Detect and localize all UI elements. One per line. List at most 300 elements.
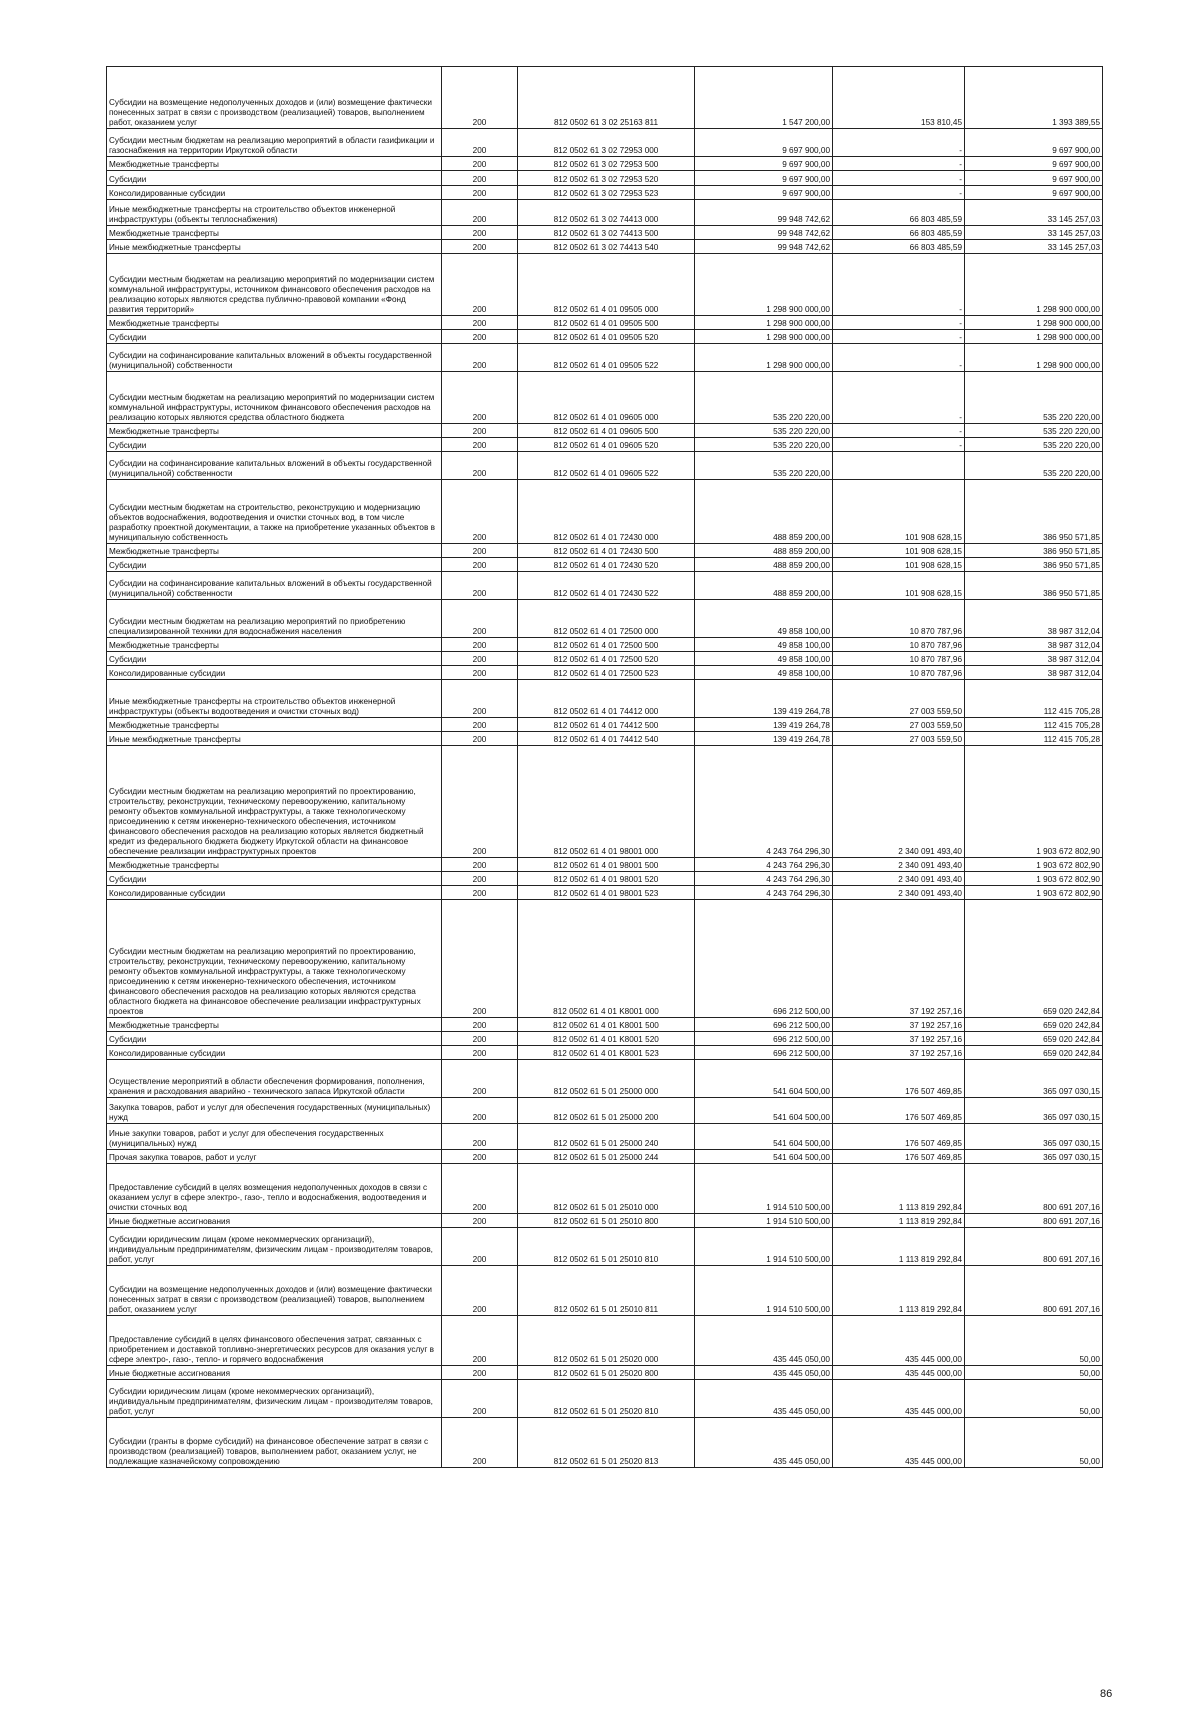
row-description: Субсидии bbox=[107, 558, 442, 572]
row-classification-code: 812 0502 61 5 01 25020 810 bbox=[518, 1380, 695, 1418]
row-line-code: 200 bbox=[442, 680, 518, 718]
row-classification-code: 812 0502 61 4 01 09605 522 bbox=[518, 452, 695, 480]
table-row bbox=[107, 746, 1103, 858]
row-classification-code: 812 0502 61 3 02 72953 000 bbox=[518, 129, 695, 157]
row-description: Субсидии местным бюджетам на реализацию мероприятий по приобретению специализированной техники для водоснабжения населения bbox=[107, 600, 442, 638]
row-amount-unexecuted: 1 903 672 802,90 bbox=[965, 746, 1103, 858]
row-line-code: 200 bbox=[442, 330, 518, 344]
row-amount-executed: 66 803 485,59 bbox=[833, 200, 965, 226]
row-amount-unexecuted: 535 220 220,00 bbox=[965, 438, 1103, 452]
row-amount-executed: 1 113 819 292,84 bbox=[833, 1214, 965, 1228]
table-row bbox=[107, 1380, 1103, 1418]
row-line-code: 200 bbox=[442, 1046, 518, 1060]
row-line-code: 200 bbox=[442, 1164, 518, 1214]
row-description: Иные межбюджетные трансферты bbox=[107, 732, 442, 746]
row-classification-code: 812 0502 61 4 01 72430 000 bbox=[518, 480, 695, 544]
row-amount-approved: 435 445 050,00 bbox=[695, 1316, 833, 1366]
row-classification-code: 812 0502 61 4 01 09505 000 bbox=[518, 254, 695, 316]
row-line-code: 200 bbox=[442, 480, 518, 544]
row-line-code: 200 bbox=[442, 344, 518, 372]
row-amount-executed: 37 192 257,16 bbox=[833, 900, 965, 1018]
row-amount-approved: 9 697 900,00 bbox=[695, 129, 833, 157]
row-classification-code: 812 0502 61 5 01 25020 000 bbox=[518, 1316, 695, 1366]
row-description: Субсидии на возмещение недополученных доходов и (или) возмещение фактически понесенных затрат в связи с производством (реализацией) товаров, выполнением работ, оказанием услуг bbox=[107, 1266, 442, 1316]
table-row bbox=[107, 424, 1103, 438]
row-amount-unexecuted: 535 220 220,00 bbox=[965, 424, 1103, 438]
row-line-code: 200 bbox=[442, 452, 518, 480]
row-amount-unexecuted: 1 903 672 802,90 bbox=[965, 858, 1103, 872]
row-classification-code: 812 0502 61 4 01 K8001 520 bbox=[518, 1032, 695, 1046]
row-line-code: 200 bbox=[442, 638, 518, 652]
row-amount-unexecuted: 50,00 bbox=[965, 1366, 1103, 1380]
row-line-code: 200 bbox=[442, 666, 518, 680]
row-description: Осуществление мероприятий в области обеспечения формирования, пополнения, хранения и расходования аварийно - технического запаса Иркутской области bbox=[107, 1060, 442, 1098]
row-amount-unexecuted: 1 298 900 000,00 bbox=[965, 316, 1103, 330]
row-description: Субсидии bbox=[107, 652, 442, 666]
row-description: Иные бюджетные ассигнования bbox=[107, 1214, 442, 1228]
row-line-code: 200 bbox=[442, 1380, 518, 1418]
table-row bbox=[107, 67, 1103, 129]
row-amount-approved: 4 243 764 296,30 bbox=[695, 886, 833, 900]
row-amount-approved: 488 859 200,00 bbox=[695, 480, 833, 544]
row-amount-executed: 435 445 000,00 bbox=[833, 1366, 965, 1380]
row-line-code: 200 bbox=[442, 558, 518, 572]
row-amount-executed: 1 113 819 292,84 bbox=[833, 1266, 965, 1316]
table-row bbox=[107, 1214, 1103, 1228]
row-description: Субсидии местным бюджетам на реализацию мероприятий по модернизации систем коммунальной инфраструктуры, источником финансового обеспечения расходов на реализацию которых являются средства публично-правовой компании «Фонд развития территорий» bbox=[107, 254, 442, 316]
row-classification-code: 812 0502 61 5 01 25000 000 bbox=[518, 1060, 695, 1098]
row-amount-unexecuted: 9 697 900,00 bbox=[965, 171, 1103, 186]
row-description: Закупка товаров, работ и услуг для обеспечения государственных (муниципальных) нужд bbox=[107, 1098, 442, 1124]
row-amount-unexecuted: 1 298 900 000,00 bbox=[965, 330, 1103, 344]
row-amount-executed: 435 445 000,00 bbox=[833, 1380, 965, 1418]
row-amount-executed: 1 113 819 292,84 bbox=[833, 1228, 965, 1266]
row-amount-unexecuted: 38 987 312,04 bbox=[965, 600, 1103, 638]
table-row bbox=[107, 1150, 1103, 1164]
table-row bbox=[107, 330, 1103, 344]
row-line-code: 200 bbox=[442, 718, 518, 732]
row-description: Субсидии (гранты в форме субсидий) на финансовое обеспечение затрат в связи с производством (реализацией) товаров, выполнением работ, оказанием услуг, не подлежащие казначейскому сопровождению bbox=[107, 1418, 442, 1468]
row-description: Иные бюджетные ассигнования bbox=[107, 1366, 442, 1380]
row-amount-executed: 176 507 469,85 bbox=[833, 1060, 965, 1098]
row-amount-approved: 541 604 500,00 bbox=[695, 1098, 833, 1124]
row-amount-executed: 37 192 257,16 bbox=[833, 1032, 965, 1046]
row-amount-executed: 10 870 787,96 bbox=[833, 600, 965, 638]
row-line-code: 200 bbox=[442, 900, 518, 1018]
page-number: 86 bbox=[1100, 1688, 1113, 1700]
row-amount-executed: - bbox=[833, 129, 965, 157]
row-amount-unexecuted: 535 220 220,00 bbox=[965, 452, 1103, 480]
row-amount-approved: 541 604 500,00 bbox=[695, 1150, 833, 1164]
row-description: Субсидии юридическим лицам (кроме некоммерческих организаций), индивидуальным предпринимателям, физическим лицам - производителям товаров, работ, услуг bbox=[107, 1380, 442, 1418]
row-amount-approved: 99 948 742,62 bbox=[695, 200, 833, 226]
table-row bbox=[107, 129, 1103, 157]
row-amount-approved: 9 697 900,00 bbox=[695, 186, 833, 200]
row-line-code: 200 bbox=[442, 544, 518, 558]
table-row bbox=[107, 1060, 1103, 1098]
row-line-code: 200 bbox=[442, 226, 518, 240]
row-line-code: 200 bbox=[442, 1124, 518, 1150]
row-description: Субсидии bbox=[107, 1032, 442, 1046]
row-amount-executed: 27 003 559,50 bbox=[833, 732, 965, 746]
table-row bbox=[107, 344, 1103, 372]
budget-table bbox=[106, 66, 1103, 1468]
row-classification-code: 812 0502 61 4 01 98001 520 bbox=[518, 872, 695, 886]
row-amount-executed: - bbox=[833, 438, 965, 452]
row-amount-executed: - bbox=[833, 254, 965, 316]
row-amount-approved: 696 212 500,00 bbox=[695, 1046, 833, 1060]
row-amount-executed: 435 445 000,00 bbox=[833, 1316, 965, 1366]
table-row bbox=[107, 1098, 1103, 1124]
row-amount-unexecuted: 659 020 242,84 bbox=[965, 1046, 1103, 1060]
row-amount-unexecuted: 800 691 207,16 bbox=[965, 1228, 1103, 1266]
row-amount-unexecuted: 659 020 242,84 bbox=[965, 1018, 1103, 1032]
table-row bbox=[107, 438, 1103, 452]
row-classification-code: 812 0502 61 4 01 09505 522 bbox=[518, 344, 695, 372]
row-line-code: 200 bbox=[442, 1214, 518, 1228]
row-amount-executed: - bbox=[833, 171, 965, 186]
row-classification-code: 812 0502 61 3 02 74413 500 bbox=[518, 226, 695, 240]
row-amount-unexecuted: 1 298 900 000,00 bbox=[965, 254, 1103, 316]
row-amount-approved: 488 859 200,00 bbox=[695, 558, 833, 572]
table-row bbox=[107, 652, 1103, 666]
table-row bbox=[107, 572, 1103, 600]
row-amount-approved: 535 220 220,00 bbox=[695, 438, 833, 452]
row-amount-unexecuted: 38 987 312,04 bbox=[965, 666, 1103, 680]
row-amount-approved: 1 298 900 000,00 bbox=[695, 344, 833, 372]
row-amount-approved: 541 604 500,00 bbox=[695, 1124, 833, 1150]
table-row bbox=[107, 858, 1103, 872]
row-amount-approved: 139 419 264,78 bbox=[695, 680, 833, 718]
row-description: Иные межбюджетные трансферты на строительство объектов инженерной инфраструктуры (объекты водоотведения и очистки сточных вод) bbox=[107, 680, 442, 718]
row-classification-code: 812 0502 61 5 01 25010 811 bbox=[518, 1266, 695, 1316]
table-row bbox=[107, 1316, 1103, 1366]
row-description: Межбюджетные трансферты bbox=[107, 424, 442, 438]
row-amount-approved: 1 547 200,00 bbox=[695, 67, 833, 129]
row-line-code: 200 bbox=[442, 372, 518, 424]
row-line-code: 200 bbox=[442, 240, 518, 254]
row-classification-code: 812 0502 61 4 01 72430 520 bbox=[518, 558, 695, 572]
row-description: Субсидии местным бюджетам на реализацию мероприятий по проектированию, строительству, реконструкции, техническому перевооружению, капитальному ремонту объектов коммунальной инфраструктуры, а также технологическому присоединению к сетям инженерно-технического обеспечения, источником финансового обеспечения расходов на реализацию которых является бюджетный кредит из федерального бюджета бюджету Иркутской области на финансовое обеспечение реализации инфраструктурных проектов bbox=[107, 746, 442, 858]
row-amount-unexecuted: 33 145 257,03 bbox=[965, 240, 1103, 254]
row-amount-approved: 435 445 050,00 bbox=[695, 1366, 833, 1380]
row-amount-unexecuted: 365 097 030,15 bbox=[965, 1150, 1103, 1164]
row-line-code: 200 bbox=[442, 732, 518, 746]
table-row bbox=[107, 480, 1103, 544]
table-row bbox=[107, 1046, 1103, 1060]
row-amount-approved: 696 212 500,00 bbox=[695, 900, 833, 1018]
row-classification-code: 812 0502 61 3 02 72953 523 bbox=[518, 186, 695, 200]
row-description: Иные межбюджетные трансферты на строительство объектов инженерной инфраструктуры (объекты теплоснабжения) bbox=[107, 200, 442, 226]
row-line-code: 200 bbox=[442, 572, 518, 600]
row-description: Субсидии bbox=[107, 171, 442, 186]
row-amount-executed: 10 870 787,96 bbox=[833, 638, 965, 652]
row-amount-executed: - bbox=[833, 330, 965, 344]
row-classification-code: 812 0502 61 5 01 25020 813 bbox=[518, 1418, 695, 1468]
row-amount-executed: 435 445 000,00 bbox=[833, 1418, 965, 1468]
row-description: Предоставление субсидий в целях финансового обеспечения затрат, связанных с приобретением и доставкой топливно-энергетических ресурсов для оказания услуг в сфере электро-, газо-, тепло- и горячего водоснабжения bbox=[107, 1316, 442, 1366]
row-amount-unexecuted: 9 697 900,00 bbox=[965, 129, 1103, 157]
row-line-code: 200 bbox=[442, 1366, 518, 1380]
row-amount-executed: - bbox=[833, 186, 965, 200]
row-classification-code: 812 0502 61 4 01 09605 000 bbox=[518, 372, 695, 424]
row-line-code: 200 bbox=[442, 858, 518, 872]
row-classification-code: 812 0502 61 4 01 74412 540 bbox=[518, 732, 695, 746]
row-line-code: 200 bbox=[442, 316, 518, 330]
table-row bbox=[107, 558, 1103, 572]
row-line-code: 200 bbox=[442, 171, 518, 186]
row-classification-code: 812 0502 61 4 01 72500 523 bbox=[518, 666, 695, 680]
row-amount-approved: 1 298 900 000,00 bbox=[695, 316, 833, 330]
row-line-code: 200 bbox=[442, 200, 518, 226]
row-amount-approved: 1 298 900 000,00 bbox=[695, 330, 833, 344]
row-amount-unexecuted: 38 987 312,04 bbox=[965, 652, 1103, 666]
row-description: Иные межбюджетные трансферты bbox=[107, 240, 442, 254]
table-row bbox=[107, 718, 1103, 732]
row-line-code: 200 bbox=[442, 1266, 518, 1316]
row-description: Субсидии bbox=[107, 872, 442, 886]
row-description: Предоставление субсидий в целях возмещения недополученных доходов в связи с оказанием услуг в сфере электро-, газо-, тепло и водоснабжения, водоотведения и очистки сточных вод bbox=[107, 1164, 442, 1214]
row-amount-executed: 37 192 257,16 bbox=[833, 1018, 965, 1032]
row-amount-unexecuted: 386 950 571,85 bbox=[965, 480, 1103, 544]
row-amount-unexecuted: 659 020 242,84 bbox=[965, 900, 1103, 1018]
row-amount-executed: 10 870 787,96 bbox=[833, 666, 965, 680]
row-classification-code: 812 0502 61 4 01 09605 520 bbox=[518, 438, 695, 452]
row-amount-approved: 1 914 510 500,00 bbox=[695, 1266, 833, 1316]
row-amount-executed: 176 507 469,85 bbox=[833, 1150, 965, 1164]
table-row bbox=[107, 600, 1103, 638]
row-classification-code: 812 0502 61 4 01 72500 000 bbox=[518, 600, 695, 638]
row-amount-unexecuted: 386 950 571,85 bbox=[965, 572, 1103, 600]
row-amount-executed: - bbox=[833, 157, 965, 171]
row-line-code: 200 bbox=[442, 254, 518, 316]
row-amount-unexecuted: 9 697 900,00 bbox=[965, 186, 1103, 200]
row-amount-unexecuted: 112 415 705,28 bbox=[965, 680, 1103, 718]
row-line-code: 200 bbox=[442, 652, 518, 666]
row-amount-unexecuted: 1 903 672 802,90 bbox=[965, 872, 1103, 886]
table-row bbox=[107, 226, 1103, 240]
row-amount-approved: 9 697 900,00 bbox=[695, 157, 833, 171]
row-line-code: 200 bbox=[442, 129, 518, 157]
row-description: Межбюджетные трансферты bbox=[107, 157, 442, 171]
row-line-code: 200 bbox=[442, 1150, 518, 1164]
row-line-code: 200 bbox=[442, 157, 518, 171]
table-row bbox=[107, 200, 1103, 226]
row-amount-executed: 10 870 787,96 bbox=[833, 652, 965, 666]
table-row bbox=[107, 1366, 1103, 1380]
row-classification-code: 812 0502 61 5 01 25020 800 bbox=[518, 1366, 695, 1380]
row-description: Консолидированные субсидии bbox=[107, 186, 442, 200]
row-amount-executed bbox=[833, 452, 965, 480]
row-description: Межбюджетные трансферты bbox=[107, 638, 442, 652]
row-description: Консолидированные субсидии bbox=[107, 886, 442, 900]
row-amount-executed: 1 113 819 292,84 bbox=[833, 1164, 965, 1214]
row-amount-executed: - bbox=[833, 344, 965, 372]
row-amount-unexecuted: 33 145 257,03 bbox=[965, 200, 1103, 226]
row-amount-executed: - bbox=[833, 372, 965, 424]
table-row bbox=[107, 157, 1103, 171]
row-classification-code: 812 0502 61 5 01 25010 800 bbox=[518, 1214, 695, 1228]
row-amount-approved: 49 858 100,00 bbox=[695, 638, 833, 652]
row-amount-unexecuted: 38 987 312,04 bbox=[965, 638, 1103, 652]
table-row bbox=[107, 171, 1103, 186]
table-row bbox=[107, 886, 1103, 900]
row-classification-code: 812 0502 61 4 01 72500 500 bbox=[518, 638, 695, 652]
row-amount-unexecuted: 1 298 900 000,00 bbox=[965, 344, 1103, 372]
row-amount-approved: 696 212 500,00 bbox=[695, 1018, 833, 1032]
row-line-code: 200 bbox=[442, 872, 518, 886]
row-amount-approved: 4 243 764 296,30 bbox=[695, 872, 833, 886]
budget-table-body bbox=[107, 67, 1103, 1468]
row-classification-code: 812 0502 61 5 01 25010 000 bbox=[518, 1164, 695, 1214]
row-amount-approved: 139 419 264,78 bbox=[695, 732, 833, 746]
table-row bbox=[107, 1266, 1103, 1316]
row-amount-approved: 139 419 264,78 bbox=[695, 718, 833, 732]
row-amount-approved: 541 604 500,00 bbox=[695, 1060, 833, 1098]
row-amount-unexecuted: 9 697 900,00 bbox=[965, 157, 1103, 171]
row-description: Субсидии местным бюджетам на реализацию мероприятий в области газификации и газоснабжения на территории Иркутской области bbox=[107, 129, 442, 157]
row-line-code: 200 bbox=[442, 424, 518, 438]
row-amount-executed: 101 908 628,15 bbox=[833, 558, 965, 572]
row-amount-unexecuted: 1 393 389,55 bbox=[965, 67, 1103, 129]
row-amount-approved: 4 243 764 296,30 bbox=[695, 746, 833, 858]
row-amount-unexecuted: 365 097 030,15 bbox=[965, 1124, 1103, 1150]
row-line-code: 200 bbox=[442, 1018, 518, 1032]
row-classification-code: 812 0502 61 5 01 25000 200 bbox=[518, 1098, 695, 1124]
table-row bbox=[107, 732, 1103, 746]
row-classification-code: 812 0502 61 4 01 09605 500 bbox=[518, 424, 695, 438]
row-amount-approved: 49 858 100,00 bbox=[695, 652, 833, 666]
row-amount-unexecuted: 112 415 705,28 bbox=[965, 718, 1103, 732]
row-amount-executed: 37 192 257,16 bbox=[833, 1046, 965, 1060]
row-classification-code: 812 0502 61 3 02 72953 500 bbox=[518, 157, 695, 171]
row-description: Межбюджетные трансферты bbox=[107, 718, 442, 732]
row-amount-unexecuted: 800 691 207,16 bbox=[965, 1266, 1103, 1316]
row-amount-executed: 153 810,45 bbox=[833, 67, 965, 129]
table-row bbox=[107, 544, 1103, 558]
table-row bbox=[107, 1032, 1103, 1046]
row-amount-executed: 2 340 091 493,40 bbox=[833, 872, 965, 886]
row-classification-code: 812 0502 61 4 01 K8001 523 bbox=[518, 1046, 695, 1060]
row-classification-code: 812 0502 61 5 01 25000 244 bbox=[518, 1150, 695, 1164]
row-classification-code: 812 0502 61 4 01 09505 520 bbox=[518, 330, 695, 344]
row-classification-code: 812 0502 61 3 02 72953 520 bbox=[518, 171, 695, 186]
row-amount-approved: 488 859 200,00 bbox=[695, 572, 833, 600]
row-amount-unexecuted: 50,00 bbox=[965, 1418, 1103, 1468]
row-classification-code: 812 0502 61 4 01 72500 520 bbox=[518, 652, 695, 666]
row-description: Межбюджетные трансферты bbox=[107, 544, 442, 558]
table-row bbox=[107, 372, 1103, 424]
row-line-code: 200 bbox=[442, 1228, 518, 1266]
table-row bbox=[107, 316, 1103, 330]
row-amount-unexecuted: 386 950 571,85 bbox=[965, 558, 1103, 572]
row-amount-approved: 696 212 500,00 bbox=[695, 1032, 833, 1046]
table-row bbox=[107, 666, 1103, 680]
row-line-code: 200 bbox=[442, 746, 518, 858]
row-amount-executed: 27 003 559,50 bbox=[833, 680, 965, 718]
row-description: Субсидии bbox=[107, 330, 442, 344]
row-amount-approved: 1 914 510 500,00 bbox=[695, 1228, 833, 1266]
row-amount-approved: 1 298 900 000,00 bbox=[695, 254, 833, 316]
row-description: Субсидии bbox=[107, 438, 442, 452]
row-description: Межбюджетные трансферты bbox=[107, 226, 442, 240]
row-amount-executed: - bbox=[833, 316, 965, 330]
row-amount-approved: 49 858 100,00 bbox=[695, 600, 833, 638]
row-classification-code: 812 0502 61 4 01 98001 523 bbox=[518, 886, 695, 900]
table-row bbox=[107, 452, 1103, 480]
row-classification-code: 812 0502 61 4 01 72430 500 bbox=[518, 544, 695, 558]
row-amount-approved: 535 220 220,00 bbox=[695, 452, 833, 480]
row-amount-approved: 1 914 510 500,00 bbox=[695, 1164, 833, 1214]
row-amount-unexecuted: 365 097 030,15 bbox=[965, 1098, 1103, 1124]
row-amount-unexecuted: 800 691 207,16 bbox=[965, 1214, 1103, 1228]
row-amount-unexecuted: 50,00 bbox=[965, 1380, 1103, 1418]
table-row bbox=[107, 254, 1103, 316]
row-amount-executed: 2 340 091 493,40 bbox=[833, 886, 965, 900]
table-row bbox=[107, 186, 1103, 200]
row-classification-code: 812 0502 61 4 01 K8001 500 bbox=[518, 1018, 695, 1032]
row-classification-code: 812 0502 61 3 02 74413 000 bbox=[518, 200, 695, 226]
row-line-code: 200 bbox=[442, 1098, 518, 1124]
row-description: Межбюджетные трансферты bbox=[107, 316, 442, 330]
row-amount-approved: 435 445 050,00 bbox=[695, 1380, 833, 1418]
row-amount-executed: - bbox=[833, 424, 965, 438]
row-amount-executed: 66 803 485,59 bbox=[833, 240, 965, 254]
row-classification-code: 812 0502 61 4 01 98001 500 bbox=[518, 858, 695, 872]
row-description: Межбюджетные трансферты bbox=[107, 1018, 442, 1032]
row-amount-unexecuted: 800 691 207,16 bbox=[965, 1164, 1103, 1214]
row-line-code: 200 bbox=[442, 438, 518, 452]
row-classification-code: 812 0502 61 4 01 98001 000 bbox=[518, 746, 695, 858]
row-amount-executed: 2 340 091 493,40 bbox=[833, 746, 965, 858]
row-amount-executed: 101 908 628,15 bbox=[833, 544, 965, 558]
row-line-code: 200 bbox=[442, 600, 518, 638]
row-amount-approved: 4 243 764 296,30 bbox=[695, 858, 833, 872]
row-description: Субсидии на софинансирование капитальных вложений в объекты государственной (муниципальной) собственности bbox=[107, 344, 442, 372]
row-amount-approved: 49 858 100,00 bbox=[695, 666, 833, 680]
table-row bbox=[107, 240, 1103, 254]
row-amount-approved: 435 445 050,00 bbox=[695, 1418, 833, 1468]
table-row bbox=[107, 1228, 1103, 1266]
row-amount-unexecuted: 365 097 030,15 bbox=[965, 1060, 1103, 1098]
row-line-code: 200 bbox=[442, 1418, 518, 1468]
row-classification-code: 812 0502 61 4 01 K8001 000 bbox=[518, 900, 695, 1018]
row-description: Субсидии юридическим лицам (кроме некоммерческих организаций), индивидуальным предпринимателям, физическим лицам - производителям товаров, работ, услуг bbox=[107, 1228, 442, 1266]
row-amount-unexecuted: 50,00 bbox=[965, 1316, 1103, 1366]
row-amount-approved: 9 697 900,00 bbox=[695, 171, 833, 186]
row-classification-code: 812 0502 61 4 01 74412 000 bbox=[518, 680, 695, 718]
row-description: Субсидии на софинансирование капитальных вложений в объекты государственной (муниципальной) собственности bbox=[107, 572, 442, 600]
row-amount-approved: 488 859 200,00 bbox=[695, 544, 833, 558]
row-amount-executed: 66 803 485,59 bbox=[833, 226, 965, 240]
row-amount-unexecuted: 1 903 672 802,90 bbox=[965, 886, 1103, 900]
table-row bbox=[107, 900, 1103, 1018]
row-amount-unexecuted: 33 145 257,03 bbox=[965, 226, 1103, 240]
row-amount-unexecuted: 535 220 220,00 bbox=[965, 372, 1103, 424]
row-amount-executed: 27 003 559,50 bbox=[833, 718, 965, 732]
row-description: Иные закупки товаров, работ и услуг для обеспечения государственных (муниципальных) нужд bbox=[107, 1124, 442, 1150]
row-line-code: 200 bbox=[442, 67, 518, 129]
row-amount-approved: 1 914 510 500,00 bbox=[695, 1214, 833, 1228]
row-description: Субсидии местным бюджетам на реализацию мероприятий по проектированию, строительству, реконструкции, техническому перевооружению, капитальному ремонту объектов коммунальной инфраструктуры, а также технологическому присоединению к сетям инженерно-технического обеспечения, источником финансового обеспечения расходов на реализацию которых являются средства областного бюджета на финансовое обеспечение реализации инфраструктурных проектов bbox=[107, 900, 442, 1018]
row-amount-executed: 176 507 469,85 bbox=[833, 1098, 965, 1124]
row-amount-executed: 176 507 469,85 bbox=[833, 1124, 965, 1150]
table-row bbox=[107, 1018, 1103, 1032]
row-line-code: 200 bbox=[442, 1316, 518, 1366]
table-row bbox=[107, 1418, 1103, 1468]
row-description: Межбюджетные трансферты bbox=[107, 858, 442, 872]
row-classification-code: 812 0502 61 4 01 74412 500 bbox=[518, 718, 695, 732]
